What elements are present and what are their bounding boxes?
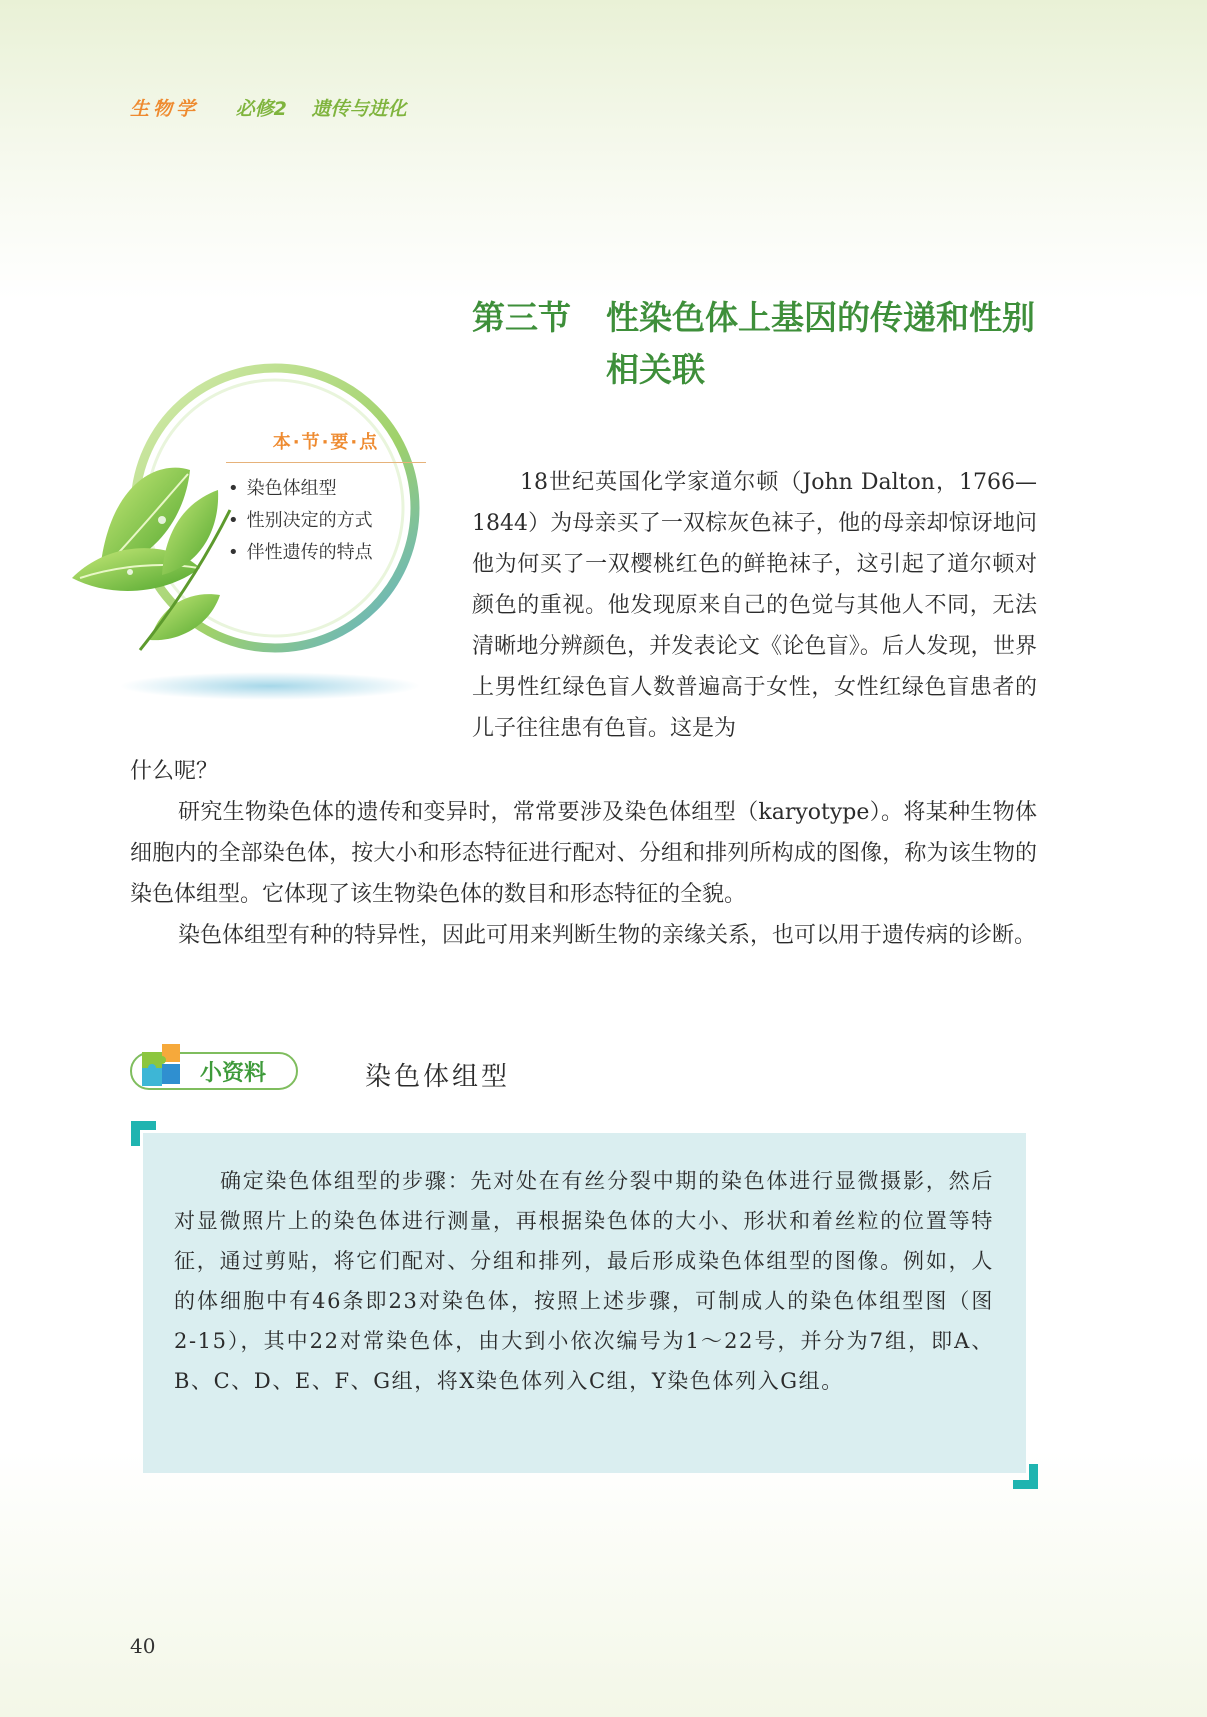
key-point-item: • 染色体组型 [228,473,426,505]
key-points-badge [70,350,440,710]
section-title-text: 性染色体上基因的传递和性别相关联 [606,298,1035,389]
page-number: 40 [130,1634,156,1658]
info-box-corner-bottom-right [1013,1464,1038,1489]
info-tag-label: 小资料 [200,1061,267,1086]
running-header [130,94,407,121]
key-points-panel [226,428,426,569]
header-subject: 生物学 [130,98,200,120]
section-number: 第三节 [472,298,571,337]
puzzle-icon [140,1042,198,1090]
info-box-text: 确定染色体组型的步骤：先对处在有丝分裂中期的染色体进行显微摄影，然后对显微照片上的染色体进行测量，再根据染色体的大小、形状和着丝粒的位置等特征，通过剪贴，将它们配对、分组和排列，最后形成染色体组型的图像。例如，人的体细胞中有46条即23对染色体，按照上述步骤，可制成人的染色体组型图（图2-15），其中22对常染色体，由大到小依次编号为1～22号，并分为7组，即A、B、C、D、E、F、G组，将X染色体列入C组，Y染色体列入G组。 [174,1169,994,1393]
header-book: 必修2 [235,98,287,120]
paragraph-karyotype: 研究生物染色体的遗传和变异时，常常要涉及染色体组型（karyotype）。将某种生物体细胞内的全部染色体，按大小和形态特征进行配对、分组和排列所构成的图像，称为该生物的染色体组型。它体现了该生物染色体的数目和形态特征的全貌。 [130,800,1037,907]
info-heading: 染色体组型 [365,1062,511,1092]
paragraph-specificity: 染色体组型有种的特异性，因此可用来判断生物的亲缘关系，也可以用于遗传病的诊断。 [178,923,1037,948]
key-point-item: • 性别决定的方式 [228,505,426,537]
paragraph-dalton: 18世纪英国化学家道尔顿（John Dalton，1766—1844）为母亲买了一双棕灰色袜子，他的母亲却惊讶地问他为何买了一双樱桃红色的鲜艳袜子，这引起了道尔顿对颜色的重视。他发现原来自己的色觉与其他人不同，无法清晰地分辨颜色，并发表论文《论色盲》。后人发现，世界上男性红绿色盲人数普遍高于女性，女性红绿色盲患者的儿子往往患有色盲。这是为 [472,470,1037,741]
header-topic: 遗传与进化 [311,98,407,120]
paragraph-dalton-tail: 什么呢？ [130,759,219,784]
info-tag [130,1042,300,1092]
key-point-item: • 伴性遗传的特点 [228,537,426,569]
key-points-title: 本·节·要·点 [226,428,426,463]
key-points-list [226,473,426,569]
